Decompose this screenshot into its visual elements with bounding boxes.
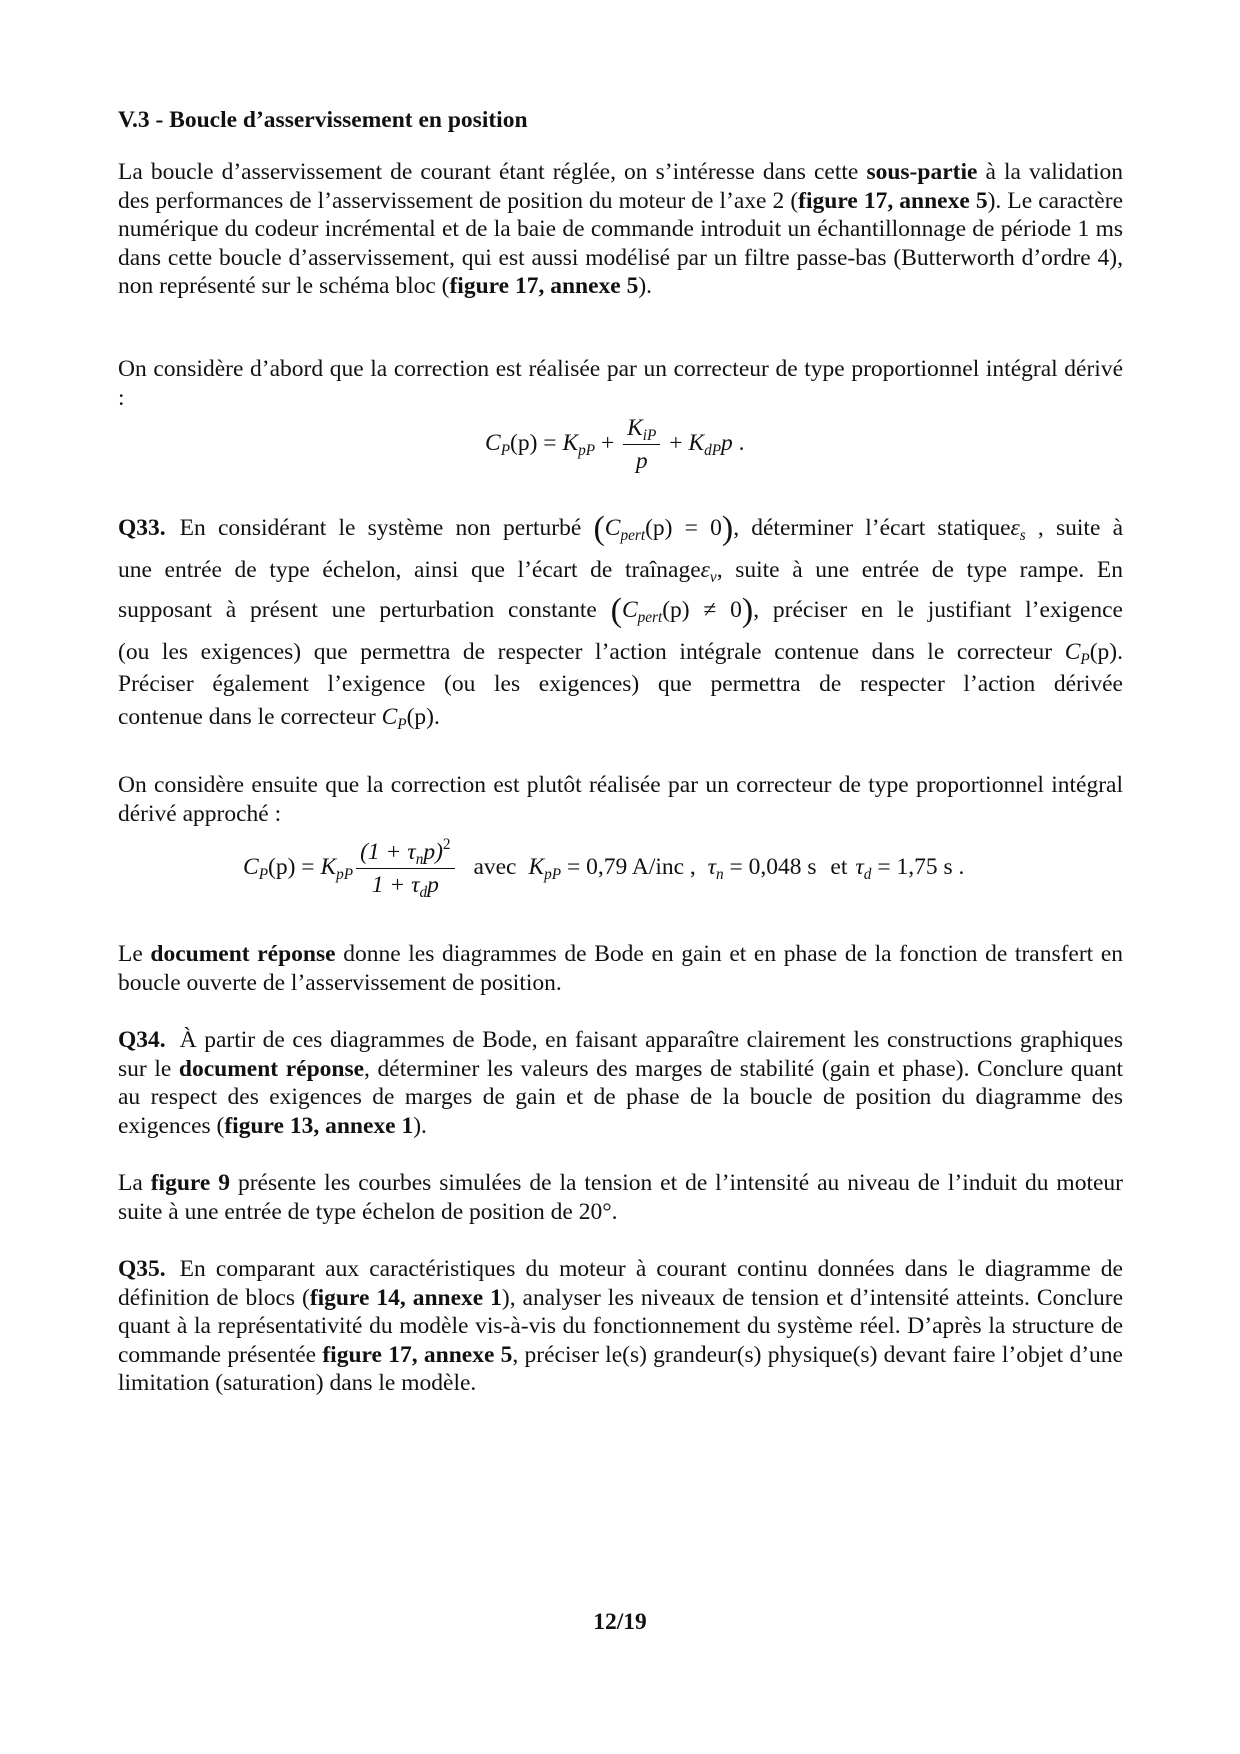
question-label: Q33.: [118, 515, 166, 541]
formula-approx-pid-corrector: $C_P(p) = K_{pP}$ $\frac{(1 + \tau_np)^2}{1 + \tau_dp}$ avec $K_{pP} = 0,79$ A/inc , $\tau_n = 0,048$ s et $\tau_d = 1,75$ s .: [243, 836, 965, 901]
paragraph-figure9: La figure 9 présente les courbes simulées de la tension et de l’intensité au niveau de l’induit du moteur suite à une entrée de type échelon de position de 20°.: [118, 1170, 1123, 1225]
cpert-null-expression: $(C_{pert}(p) = 0)$: [593, 510, 734, 547]
page-number: 12/19: [593, 1609, 647, 1635]
question-label: Q34.: [118, 1027, 166, 1053]
formula-pid-corrector: $C_P(p) = K_{pP}$ + $\frac{K_{iP}}{p}$ + $K_{dP}p$ .: [485, 415, 745, 474]
paragraph-pid: On considère d’abord que la correction est réalisée par un correcteur de type proportionnel intégral dérivé :: [118, 356, 1123, 411]
fraction-lead-lag: $\frac{(1 + \tau_np)^2}{1 + \tau_dp}$: [356, 838, 454, 899]
question-35: Q35. En comparant aux caractéristiques du moteur à courant continu données dans le diagramme de définition de blocs (figure 14, annexe 1), analyser les niveaux de tension et d’intensité atteints. Conclure quant à la représentativité du modèle vis-à-vis du fonctionnement du système réel. D’après la structure de commande présentée figure 17, annexe 5, préciser le(s) grandeur(s) physique(s) devant faire l’objet d’une limitation (saturation) dans le modèle.: [118, 1256, 1123, 1396]
question-33: Q33. En considérant le système non perturbé $(C_{pert}(p) = 0)$, déterminer l’écart statiqueε$_s$ , suite à une entrée de type échelon, ainsi que l’écart de traînageε$_v$, suite à une entrée de type rampe. En supposant à présent une perturbation constante $(C_{pert}(p) \ne 0)$, préciser en le justifiant l’exigence (ou les exigences) que permettra de respecter l’action intégrale contenue dans le correcteur $C_P(p)$. Préciser également l’exigence (ou les exigences) que permettra de respecter l’action dérivée contenue dans le correcteur $C_P(p)$.: [118, 510, 1123, 733]
question-label: Q35.: [118, 1256, 166, 1282]
paragraph-bode: Le document réponse donne les diagrammes de Bode en gain et en phase de la fonction de transfert en boucle ouverte de l’asservissement de position.: [118, 941, 1124, 996]
cpert-nonzero-expression: $(C_{pert}(p) \ne 0)$: [610, 592, 754, 629]
paragraph-pid-approx: On considère ensuite que la correction est plutôt réalisée par un correcteur de type proportionnel intégral dérivé approché :: [118, 772, 1123, 827]
fraction-integral-term: $\frac{K_{iP}}{p}$: [623, 414, 660, 475]
section-title: V.3 - Boucle d’asservissement en position: [118, 107, 528, 133]
paragraph-intro: La boucle d’asservissement de courant étant réglée, on s’intéresse dans cette sous-partie à la validation des performances de l’asservissement de position du moteur de l’axe 2 (figure 17, annexe 5). Le caractère numérique du codeur incrémental et de la baie de commande introduit un échantillonnage de période 1 ms dans cette boucle d’asservissement, qui est aussi modélisé par un filtre passe-bas (Butterworth d’ordre 4), non représenté sur le schéma bloc (figure 17, annexe 5).: [118, 159, 1123, 299]
question-34: Q34. À partir de ces diagrammes de Bode, en faisant apparaître clairement les constructions graphiques sur le document réponse, déterminer les valeurs des marges de stabilité (gain et phase). Conclure quant au respect des exigences de marges de gain et de phase de la boucle de position du diagramme des exigences (figure 13, annexe 1).: [118, 1027, 1124, 1139]
